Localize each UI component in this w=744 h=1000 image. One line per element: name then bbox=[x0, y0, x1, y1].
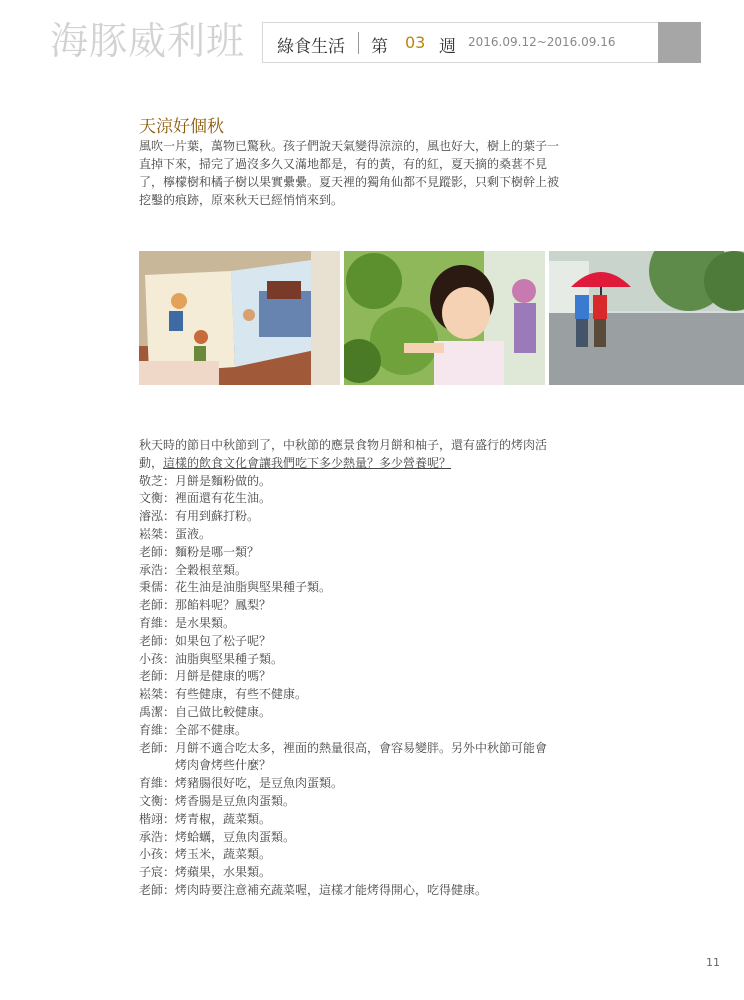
speaker-separator: ： bbox=[163, 882, 176, 897]
utterance: 烤香腸是豆魚肉蛋類。 bbox=[175, 793, 296, 808]
header-divider bbox=[358, 32, 359, 54]
speaker-separator: ： bbox=[163, 847, 176, 862]
date-range: 2016.09.12~2016.09.16 bbox=[468, 35, 616, 49]
dialogue-line bbox=[139, 811, 559, 829]
dialogue-line bbox=[139, 597, 559, 615]
photo-child-plants bbox=[344, 251, 545, 385]
speaker-name: 承浩 bbox=[139, 829, 164, 844]
dialogue-line bbox=[139, 526, 559, 544]
speaker-name: 老師 bbox=[139, 544, 164, 559]
speaker-name: 崧桀 bbox=[139, 526, 164, 541]
speaker-separator: ： bbox=[163, 651, 176, 666]
utterance: 麵粉是哪一類？ bbox=[175, 544, 260, 559]
utterance: 月餅是健康的嗎？ bbox=[175, 669, 272, 684]
dialogue-line bbox=[139, 829, 559, 847]
utterance: 如果包了松子呢？ bbox=[175, 633, 272, 648]
dialogue bbox=[139, 437, 559, 900]
dialogue-line bbox=[139, 686, 559, 704]
dialogue-lines bbox=[139, 473, 559, 900]
speaker-separator: ： bbox=[163, 776, 176, 791]
dialogue-line bbox=[139, 633, 559, 651]
speaker-name: 小孩 bbox=[139, 651, 164, 666]
utterance: 裡面還有花生油。 bbox=[175, 491, 272, 506]
utterance: 烤蘋果，水果類。 bbox=[175, 865, 272, 880]
utterance: 自己做比較健康。 bbox=[175, 704, 272, 719]
speaker-name: 老師 bbox=[139, 740, 164, 755]
photo-red-umbrella bbox=[549, 251, 744, 385]
utterance: 全部不健康。 bbox=[175, 722, 248, 737]
utterance: 烤豬腸很好吃，是豆魚肉蛋類。 bbox=[175, 776, 344, 791]
speaker-name: 崧桀 bbox=[139, 687, 164, 702]
speaker-name: 濬泓 bbox=[139, 509, 164, 524]
speaker-name: 文衡 bbox=[139, 491, 164, 506]
speaker-name: 秉儒 bbox=[139, 580, 164, 595]
week-number: 03 bbox=[405, 33, 426, 52]
speaker-separator: ： bbox=[163, 669, 176, 684]
article-intro: 風吹一片葉，萬物已驚秋。孩子們說天氣變得涼涼的，風也好大，樹上的葉子一直掉下來，掃完了過沒多久又滿地都是，有的黃，有的紅，夏天摘的桑葚不見了，檸檬樹和橘子樹以果實纍纍。夏天裡的獨角仙都不見蹤影，只剩下樹幹上被挖鑿的痕跡，原來秋天已經悄悄來到。 bbox=[139, 139, 560, 207]
speaker-name: 楷翊 bbox=[139, 811, 164, 826]
utterance: 蛋液。 bbox=[175, 526, 212, 541]
speaker-separator: ： bbox=[163, 491, 176, 506]
speaker-separator: ： bbox=[163, 580, 176, 595]
dialogue-line bbox=[139, 544, 559, 562]
utterance: 烤玉米，蔬菜類。 bbox=[175, 847, 272, 862]
dialogue-line bbox=[139, 704, 559, 722]
speaker-separator: ： bbox=[163, 865, 176, 880]
dialogue-line bbox=[139, 722, 559, 740]
speaker-name: 小孩 bbox=[139, 847, 164, 862]
dialogue-line bbox=[139, 775, 559, 793]
class-name: 海豚威利班 bbox=[50, 19, 246, 63]
utterance: 那餡料呢？鳳梨？ bbox=[175, 598, 272, 613]
photo-picture-book bbox=[139, 251, 340, 385]
utterance: 花生油是油脂與堅果種子類。 bbox=[175, 580, 332, 595]
dialogue-line bbox=[139, 864, 559, 882]
speaker-separator: ： bbox=[163, 615, 176, 630]
dialogue-line bbox=[139, 882, 559, 900]
utterance: 是水果類。 bbox=[175, 615, 236, 630]
utterance: 月餅不適合吃太多，裡面的熱量很高，會容易變胖。另外中秋節可能會烤肉會烤些什麼？ bbox=[175, 740, 548, 773]
utterance: 油脂與堅果種子類。 bbox=[175, 651, 284, 666]
header-color-block bbox=[658, 22, 701, 63]
dialogue-intro-question: 這樣的飲食文化會讓我們吃下多少熱量？多少營養呢？ bbox=[163, 455, 452, 470]
utterance: 烤青椒，蔬菜類。 bbox=[175, 811, 272, 826]
dialogue-line bbox=[139, 846, 559, 864]
week-unit: 週 bbox=[439, 37, 456, 57]
utterance: 有用到蘇打粉。 bbox=[175, 509, 260, 524]
speaker-separator: ： bbox=[163, 793, 176, 808]
speaker-name: 老師 bbox=[139, 669, 164, 684]
utterance: 烤蛤蠣，豆魚肉蛋類。 bbox=[175, 829, 296, 844]
speaker-name: 老師 bbox=[139, 598, 164, 613]
utterance: 有些健康，有些不健康。 bbox=[175, 687, 308, 702]
speaker-name: 子宸 bbox=[139, 865, 164, 880]
speaker-separator: ： bbox=[163, 473, 176, 488]
dialogue-line bbox=[139, 740, 559, 776]
dialogue-line bbox=[139, 793, 559, 811]
dialogue-line bbox=[139, 579, 559, 597]
speaker-separator: ： bbox=[163, 687, 176, 702]
speaker-separator: ： bbox=[163, 526, 176, 541]
speaker-name: 育維 bbox=[139, 722, 164, 737]
dialogue-line bbox=[139, 615, 559, 633]
utterance: 全穀根莖類。 bbox=[175, 562, 248, 577]
speaker-separator: ： bbox=[163, 829, 176, 844]
speaker-separator: ： bbox=[163, 509, 176, 524]
speaker-name: 敬芝 bbox=[139, 473, 164, 488]
speaker-separator: ： bbox=[163, 811, 176, 826]
speaker-separator: ： bbox=[163, 598, 176, 613]
speaker-separator: ： bbox=[163, 544, 176, 559]
speaker-name: 禹潔 bbox=[139, 704, 164, 719]
speaker-name: 老師 bbox=[139, 633, 164, 648]
page-number: 11 bbox=[706, 956, 720, 969]
speaker-separator: ： bbox=[163, 633, 176, 648]
dialogue-line bbox=[139, 473, 559, 491]
dialogue-intro-text: 秋天時的節日中秋節到了，中秋節的應景食物月餅和柚子，還有盛行的烤肉活動， bbox=[139, 438, 548, 470]
speaker-name: 文衡 bbox=[139, 793, 164, 808]
speaker-name: 老師 bbox=[139, 882, 164, 897]
dialogue-line bbox=[139, 508, 559, 526]
photo-strip bbox=[139, 251, 744, 385]
dialogue-line bbox=[139, 490, 559, 508]
speaker-separator: ： bbox=[163, 562, 176, 577]
week-label: 第 bbox=[371, 37, 388, 57]
utterance: 月餅是麵粉做的。 bbox=[175, 473, 272, 488]
section-title: 綠食生活 bbox=[277, 37, 345, 57]
header-bar bbox=[262, 22, 700, 63]
dialogue-line bbox=[139, 562, 559, 580]
speaker-separator: ： bbox=[163, 722, 176, 737]
speaker-name: 承浩 bbox=[139, 562, 164, 577]
speaker-separator: ： bbox=[163, 740, 176, 755]
dialogue-line bbox=[139, 651, 559, 669]
dialogue-line bbox=[139, 668, 559, 686]
utterance: 烤肉時要注意補充蔬菜喔，這樣才能烤得開心，吃得健康。 bbox=[175, 882, 488, 897]
speaker-name: 育維 bbox=[139, 615, 164, 630]
speaker-separator: ： bbox=[163, 704, 176, 719]
speaker-name: 育維 bbox=[139, 776, 164, 791]
dialogue-intro bbox=[139, 437, 559, 473]
article-title: 天涼好個秋 bbox=[139, 117, 224, 137]
